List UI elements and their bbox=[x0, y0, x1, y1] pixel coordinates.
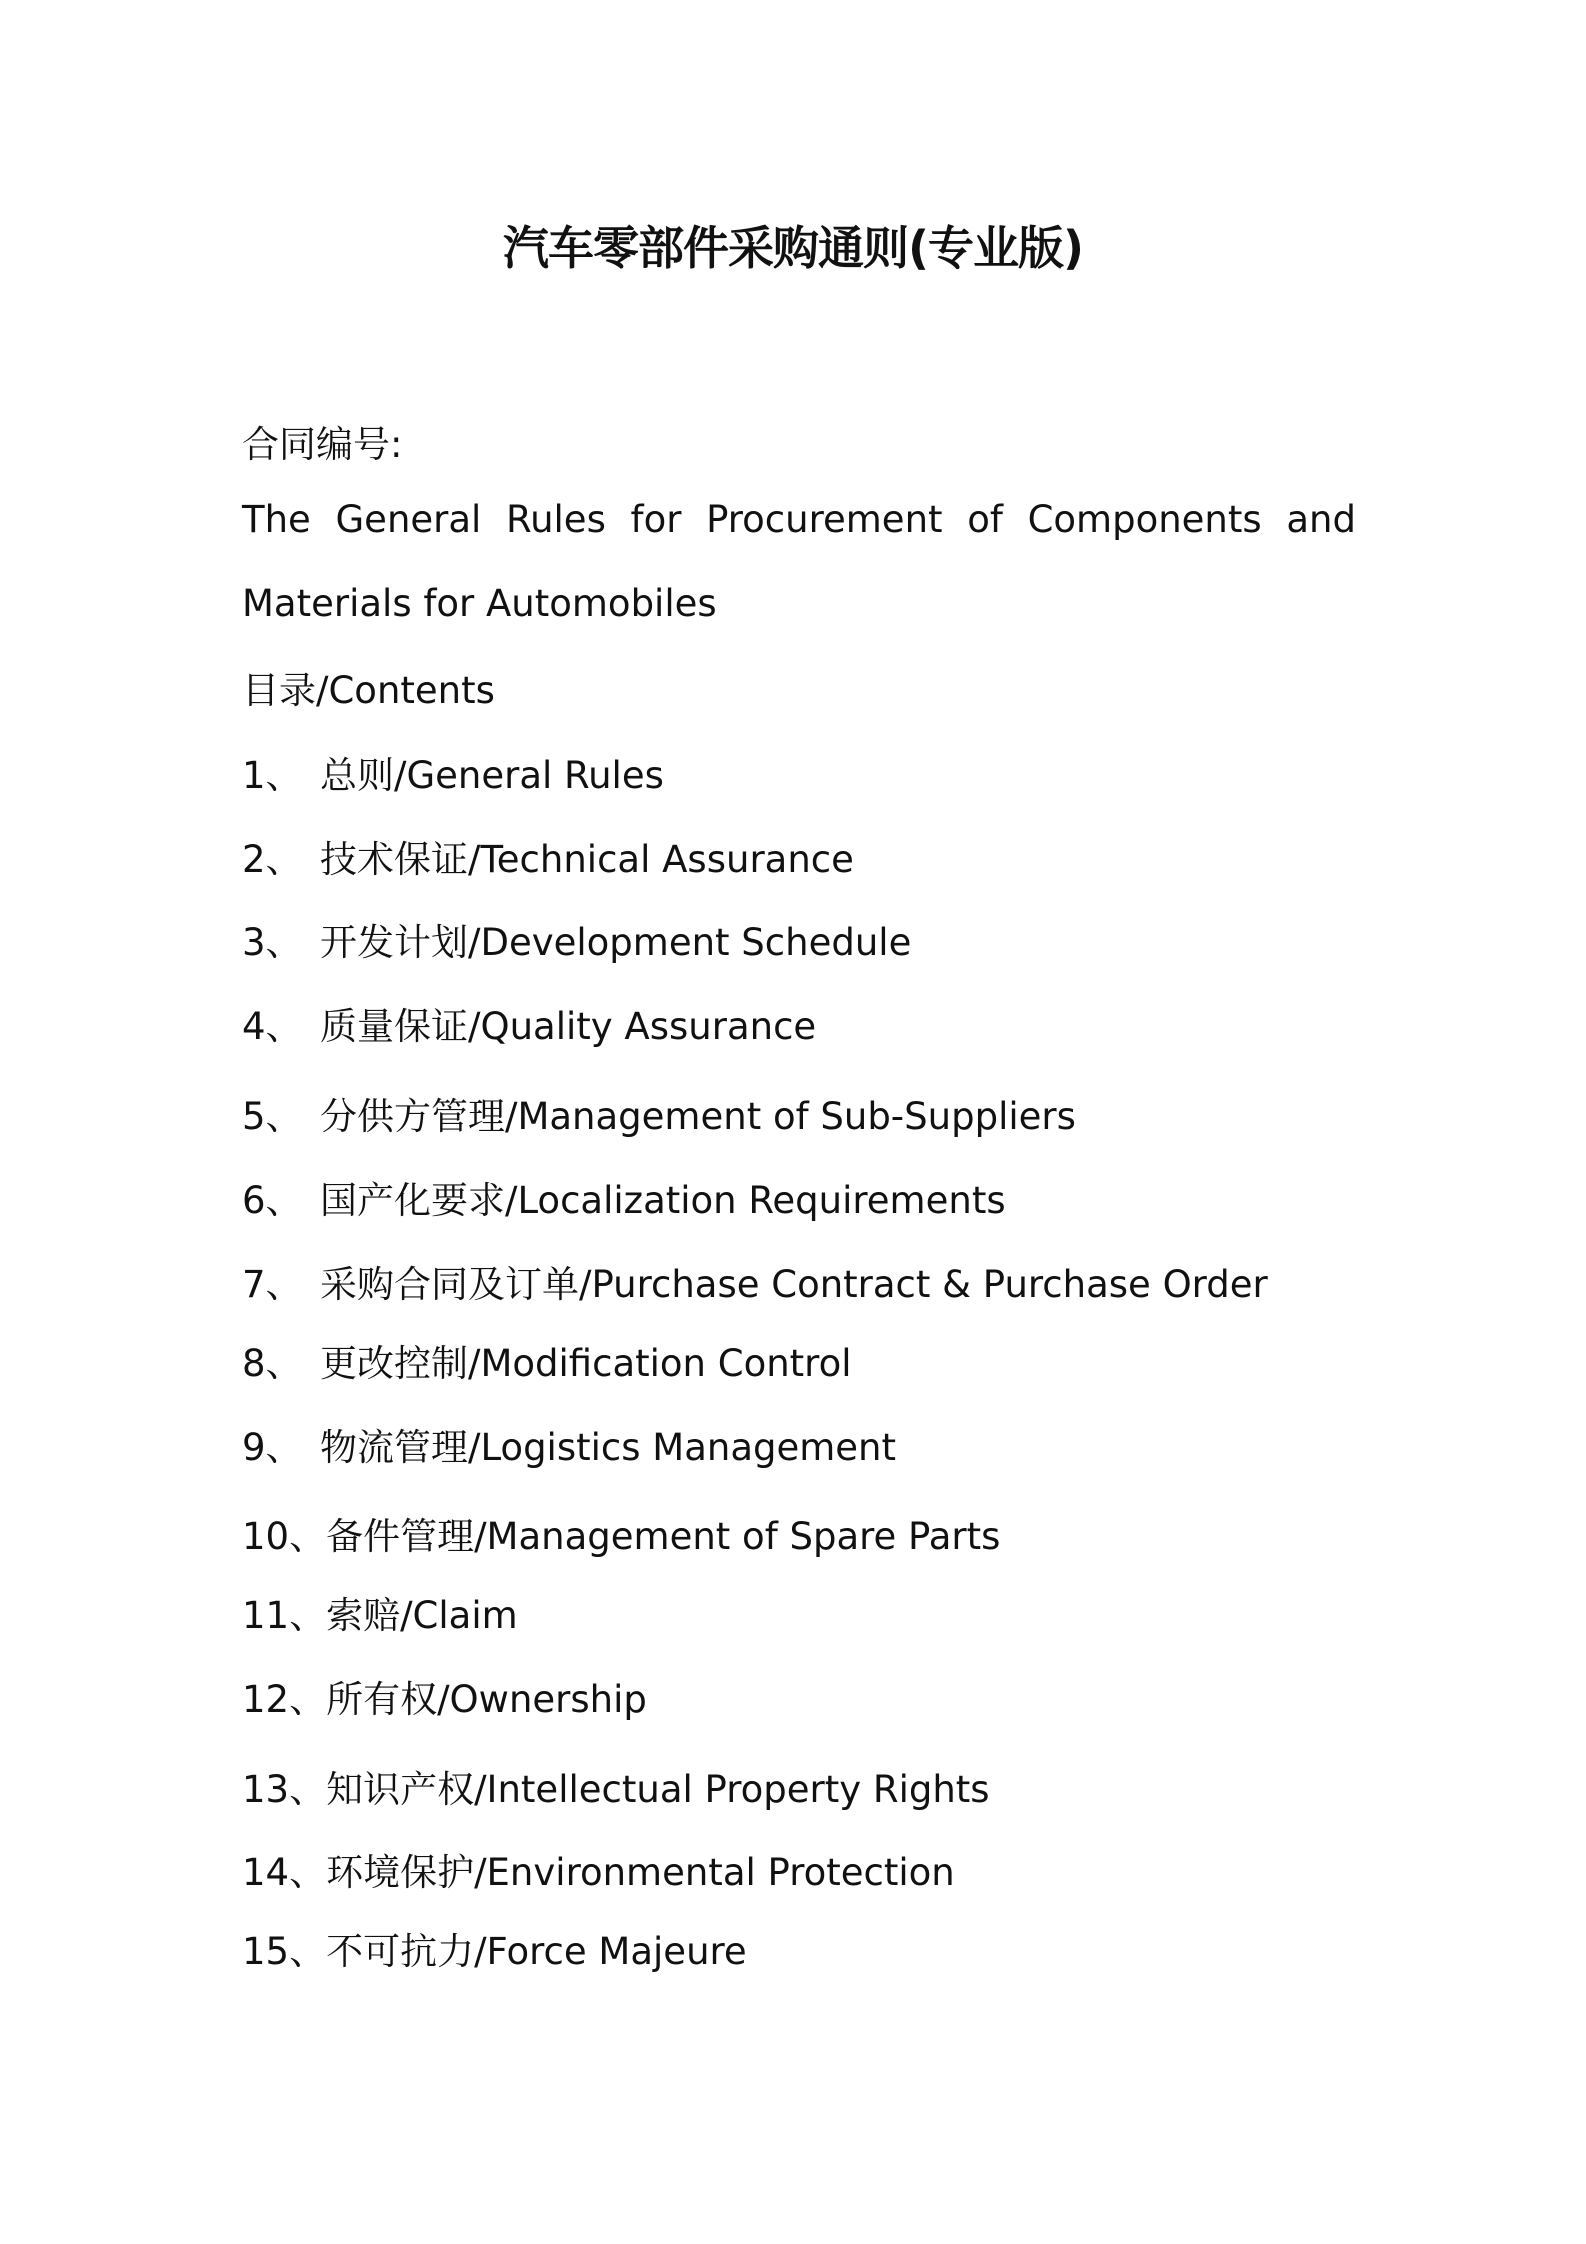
english-title-word: Procurement bbox=[706, 498, 943, 541]
toc-item-number: 7、 bbox=[242, 1263, 303, 1306]
toc-item-number: 15、 bbox=[242, 1930, 327, 1973]
toc-item-text: 国产化要求/Localization Requirements bbox=[320, 1179, 1006, 1222]
toc-item-number: 1、 bbox=[242, 754, 303, 797]
toc-item-text: 不可抗力/Force Majeure bbox=[326, 1930, 747, 1973]
english-title-word: for bbox=[630, 498, 682, 541]
toc-item bbox=[242, 996, 816, 1050]
toc-item bbox=[242, 1506, 1000, 1560]
english-title-word: Rules bbox=[506, 498, 606, 541]
toc-item-text: 采购合同及订单/Purchase Contract & Purchase Order bbox=[320, 1263, 1268, 1306]
toc-item-text: 备件管理/Management of Spare Parts bbox=[326, 1515, 1001, 1558]
toc-item-text: 质量保证/Quality Assurance bbox=[320, 1005, 817, 1048]
toc-item-text: 分供方管理/Management of Sub-Suppliers bbox=[320, 1095, 1076, 1138]
toc-item-number: 3、 bbox=[242, 921, 303, 964]
toc-item-number: 14、 bbox=[242, 1851, 327, 1894]
toc-item bbox=[242, 745, 664, 799]
toc-item-text: 物流管理/Logistics Management bbox=[320, 1426, 897, 1469]
document-title: 汽车零部件采购通则(专业版) bbox=[502, 221, 1084, 275]
toc-item bbox=[242, 1842, 955, 1896]
toc-item bbox=[242, 1170, 1006, 1224]
english-title-line-1 bbox=[242, 498, 1356, 541]
toc-item bbox=[242, 1759, 990, 1813]
toc-item-number: 2、 bbox=[242, 838, 303, 881]
english-title-line-2: Materials for Automobiles bbox=[242, 582, 717, 625]
toc-item bbox=[242, 912, 911, 966]
english-title-word: The bbox=[242, 498, 311, 541]
toc-item-number: 10、 bbox=[242, 1515, 327, 1558]
toc-item-number: 8、 bbox=[242, 1342, 303, 1385]
english-title-word: General bbox=[335, 498, 482, 541]
toc-item-text: 所有权/Ownership bbox=[326, 1678, 647, 1721]
toc-item-number: 6、 bbox=[242, 1179, 303, 1222]
toc-item-text: 开发计划/Development Schedule bbox=[320, 921, 912, 964]
toc-item-text: 技术保证/Technical Assurance bbox=[320, 838, 854, 881]
toc-item-text: 环境保护/Environmental Protection bbox=[326, 1851, 955, 1894]
toc-item bbox=[242, 1921, 747, 1975]
toc-item-number: 4、 bbox=[242, 1005, 303, 1048]
toc-item bbox=[242, 1417, 896, 1471]
toc-item-text: 总则/General Rules bbox=[320, 754, 664, 797]
toc-item-number: 5、 bbox=[242, 1095, 303, 1138]
toc-item bbox=[242, 1333, 852, 1387]
toc-item-text: 索赔/Claim bbox=[326, 1594, 518, 1637]
toc-item bbox=[242, 1254, 1268, 1308]
contents-heading: 目录/Contents bbox=[242, 669, 495, 712]
toc-item-number: 12、 bbox=[242, 1678, 327, 1721]
toc-item bbox=[242, 829, 854, 883]
contract-number-label: 合同编号: bbox=[242, 423, 403, 466]
english-title-word: and bbox=[1286, 498, 1356, 541]
toc-item bbox=[242, 1086, 1076, 1140]
english-title-word: of bbox=[967, 498, 1003, 541]
toc-item-number: 9、 bbox=[242, 1426, 303, 1469]
toc-item-number: 11、 bbox=[242, 1594, 327, 1637]
toc-item-number: 13、 bbox=[242, 1768, 327, 1811]
toc-item bbox=[242, 1669, 647, 1723]
toc-item-text: 更改控制/Modification Control bbox=[320, 1342, 852, 1385]
english-title-word: Components bbox=[1027, 498, 1262, 541]
toc-item bbox=[242, 1585, 518, 1639]
toc-item-text: 知识产权/Intellectual Property Rights bbox=[326, 1768, 990, 1811]
